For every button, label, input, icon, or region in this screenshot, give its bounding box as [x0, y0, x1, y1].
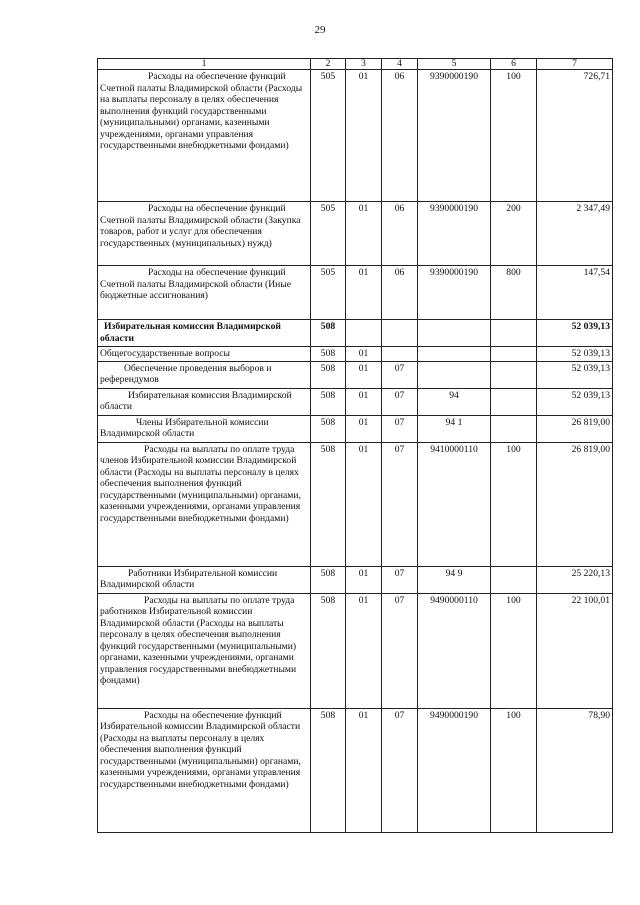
row-section: 01 — [346, 70, 382, 202]
row-expense-type: 100 — [491, 593, 537, 708]
table-row — [98, 202, 613, 266]
row-description: Члены Избирательной комиссии Владимирской области — [98, 415, 311, 442]
header-col-2: 2 — [311, 59, 346, 70]
row-subsection: 06 — [382, 70, 418, 202]
row-subsection — [382, 320, 418, 347]
row-target-item: 94 9 — [418, 566, 491, 593]
row-description: Избирательная комиссия Владимирской области — [98, 320, 311, 347]
row-admin-code: 508 — [311, 566, 346, 593]
table-row — [98, 415, 613, 442]
row-expense-type — [491, 415, 537, 442]
page-number: 29 — [314, 24, 326, 36]
row-section: 01 — [346, 202, 382, 266]
table-row — [98, 708, 613, 832]
row-expense-type — [491, 566, 537, 593]
table-row — [98, 320, 613, 347]
row-amount: 26 819,00 — [537, 442, 613, 566]
table-row — [98, 70, 613, 202]
table-row — [98, 361, 613, 388]
row-subsection: 07 — [382, 415, 418, 442]
row-section: 01 — [346, 442, 382, 566]
row-description: Расходы на обеспечение функций Счетной палаты Владимирской области (Иные бюджетные ассигнования) — [98, 266, 311, 320]
row-amount: 52 039,13 — [537, 320, 613, 347]
table-row — [98, 566, 613, 593]
row-amount: 26 819,00 — [537, 415, 613, 442]
table-row — [98, 347, 613, 362]
row-section: 01 — [346, 415, 382, 442]
row-amount: 25 220,13 — [537, 566, 613, 593]
row-description: Обеспечение проведения выборов и референдумов — [98, 361, 311, 388]
row-target-item: 94 — [418, 388, 491, 415]
row-expense-type: 100 — [491, 442, 537, 566]
row-section: 01 — [346, 266, 382, 320]
row-admin-code: 508 — [311, 347, 346, 362]
row-admin-code: 508 — [311, 708, 346, 832]
row-target-item: 9490000190 — [418, 708, 491, 832]
row-description: Расходы на выплаты по оплате труда членов Избирательной комиссии Владимирской области (Расходы на выплаты персоналу в целях обеспечения выполнения функций государственными (муниципальными) органами, казенными учреждениями, органами управления государственными внебюджетными фондами) — [98, 442, 311, 566]
row-section: 01 — [346, 708, 382, 832]
row-subsection: 06 — [382, 266, 418, 320]
row-target-item: 9390000190 — [418, 70, 491, 202]
row-expense-type — [491, 320, 537, 347]
row-subsection: 06 — [382, 202, 418, 266]
row-section — [346, 320, 382, 347]
row-subsection: 07 — [382, 442, 418, 566]
row-subsection: 07 — [382, 708, 418, 832]
header-col-3: 3 — [346, 59, 382, 70]
row-section: 01 — [346, 566, 382, 593]
row-amount: 147,54 — [537, 266, 613, 320]
row-target-item: 94 1 — [418, 415, 491, 442]
row-description: Расходы на обеспечение функций Избирательной комиссии Владимирской области (Расходы на выплаты персоналу в целях обеспечения выполнения функций государственными (муниципальными) органами, казенными учреждениями, органами управления государственными внебюджетными фондами) — [98, 708, 311, 832]
row-expense-type: 100 — [491, 70, 537, 202]
row-expense-type — [491, 388, 537, 415]
table-row — [98, 266, 613, 320]
header-col-1: 1 — [98, 59, 311, 70]
row-amount: 52 039,13 — [537, 347, 613, 362]
row-amount: 52 039,13 — [537, 361, 613, 388]
row-amount: 2 347,49 — [537, 202, 613, 266]
row-subsection: 07 — [382, 361, 418, 388]
header-col-6: 6 — [491, 59, 537, 70]
row-section: 01 — [346, 347, 382, 362]
row-admin-code: 508 — [311, 415, 346, 442]
row-amount: 22 100,01 — [537, 593, 613, 708]
row-description: Расходы на выплаты по оплате труда работников Избирательной комиссии Владимирской области (Расходы на выплаты персоналу в целях обеспечения выполнения функций государственными (муниципальными) органами, казенными учреждениями, органами управления государственными внебюджетными фондами) — [98, 593, 311, 708]
row-description: Избирательная комиссия Владимирской области — [98, 388, 311, 415]
row-expense-type — [491, 347, 537, 362]
row-description: Работники Избирательной комиссии Владимирской области — [98, 566, 311, 593]
row-amount: 78,90 — [537, 708, 613, 832]
row-target-item: 9410000110 — [418, 442, 491, 566]
row-description: Расходы на обеспечение функций Счетной палаты Владимирской области (Закупка товаров, работ и услуг для обеспечения государственных (муниципальных) нужд) — [98, 202, 311, 266]
row-subsection: 07 — [382, 593, 418, 708]
table-row — [98, 442, 613, 566]
row-expense-type — [491, 361, 537, 388]
row-admin-code: 505 — [311, 266, 346, 320]
row-admin-code: 508 — [311, 388, 346, 415]
header-col-5: 5 — [418, 59, 491, 70]
row-target-item — [418, 347, 491, 362]
row-target-item — [418, 320, 491, 347]
row-admin-code: 508 — [311, 442, 346, 566]
table-row — [98, 593, 613, 708]
row-section: 01 — [346, 388, 382, 415]
header-col-4: 4 — [382, 59, 418, 70]
row-target-item: 9390000190 — [418, 266, 491, 320]
row-amount: 726,71 — [537, 70, 613, 202]
header-col-7: 7 — [537, 59, 613, 70]
row-subsection — [382, 347, 418, 362]
row-expense-type: 800 — [491, 266, 537, 320]
row-admin-code: 505 — [311, 70, 346, 202]
row-description: Расходы на обеспечение функций Счетной палаты Владимирской области (Расходы на выплаты персоналу в целях обеспечения выполнения функций государственными (муниципальными) органами, казенными учреждениями, органами управления государственными внебюджетными фондами) — [98, 70, 311, 202]
row-target-item: 9490000110 — [418, 593, 491, 708]
header-row — [98, 59, 613, 70]
row-section: 01 — [346, 593, 382, 708]
row-description: Общегосударственные вопросы — [98, 347, 311, 362]
budget-table — [97, 58, 613, 833]
row-admin-code: 508 — [311, 320, 346, 347]
row-subsection: 07 — [382, 566, 418, 593]
row-admin-code: 508 — [311, 361, 346, 388]
row-subsection: 07 — [382, 388, 418, 415]
row-target-item — [418, 361, 491, 388]
row-admin-code: 508 — [311, 593, 346, 708]
row-expense-type: 200 — [491, 202, 537, 266]
row-target-item: 9390000190 — [418, 202, 491, 266]
row-admin-code: 505 — [311, 202, 346, 266]
row-expense-type: 100 — [491, 708, 537, 832]
row-amount: 52 039,13 — [537, 388, 613, 415]
table-row — [98, 388, 613, 415]
row-section: 01 — [346, 361, 382, 388]
